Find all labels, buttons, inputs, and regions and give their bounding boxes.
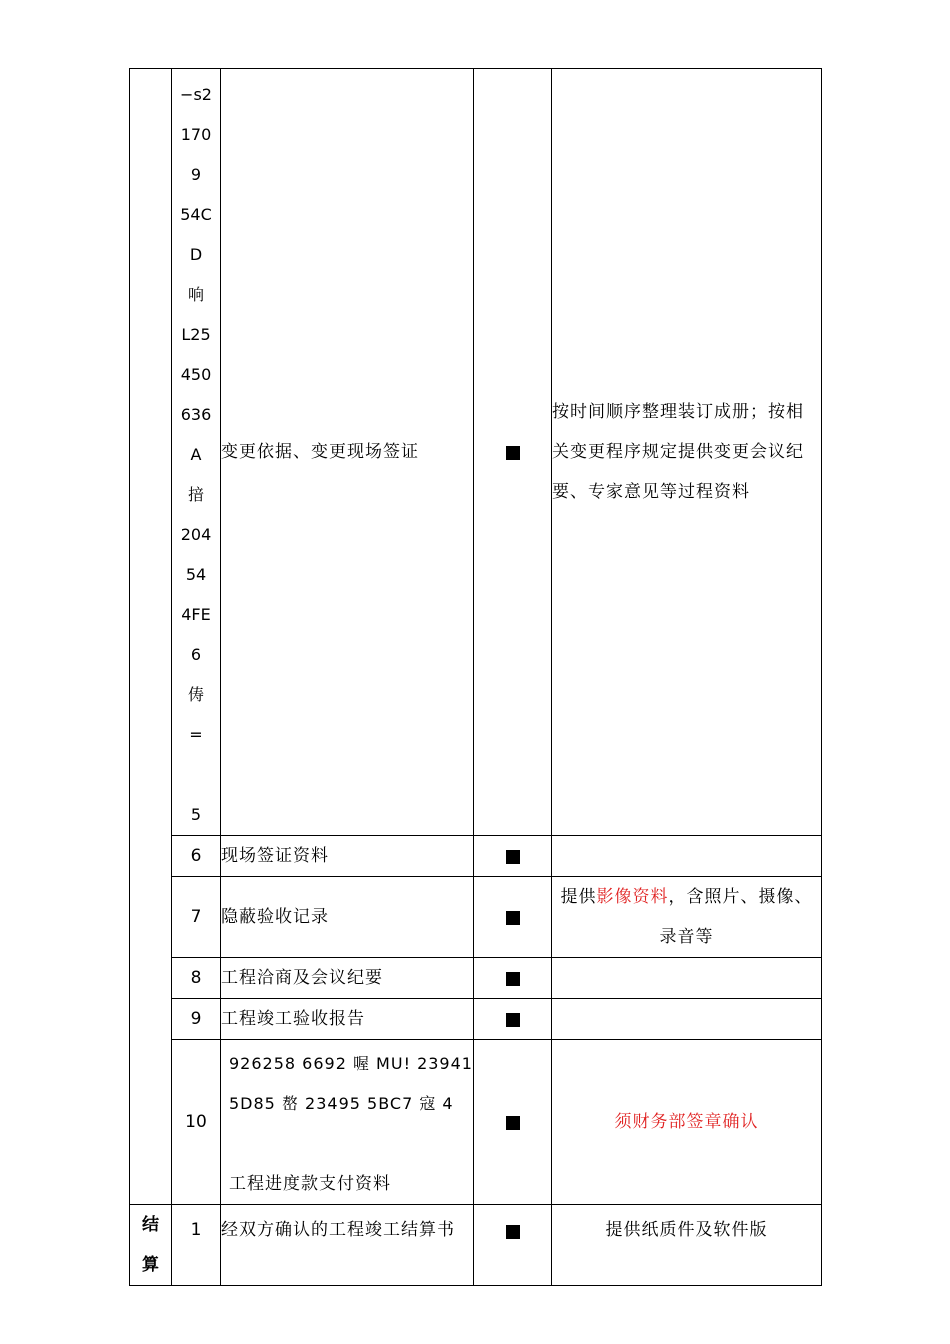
- table-row: [130, 836, 822, 877]
- row-number: [172, 1205, 221, 1286]
- checkbox-mark: [474, 999, 552, 1040]
- row-number: 7: [172, 877, 221, 958]
- checkbox-mark: [474, 877, 552, 958]
- code-line: 响: [187, 285, 204, 304]
- code-line: 俦: [187, 685, 204, 704]
- item-description: 隐蔽验收记录: [221, 877, 474, 958]
- filled-square-icon: [506, 1013, 520, 1027]
- filled-square-icon: [506, 911, 520, 925]
- row-number: 8: [172, 958, 221, 999]
- item-note-empty: [552, 999, 822, 1040]
- section-label-text: 结算: [142, 1215, 159, 1275]
- code-line: 170: [180, 125, 212, 144]
- code-line: D: [189, 245, 203, 264]
- checkbox-mark: [474, 69, 552, 836]
- code-line: 揞: [187, 485, 204, 504]
- code-line: 450: [180, 365, 212, 384]
- filled-square-icon: [506, 446, 520, 460]
- table-row: [130, 69, 822, 836]
- item-description: [221, 1040, 474, 1205]
- desc-line: 工程进度款支付资料: [229, 1174, 391, 1194]
- item-description: 经双方确认的工程竣工结算书: [221, 1205, 474, 1286]
- filled-square-icon: [506, 972, 520, 986]
- item-note: 按时间顺序整理装订成册；按相关变更程序规定提供变更会议纪要、专家意见等过程资料: [552, 69, 822, 836]
- item-note: 提供纸质件及软件版: [552, 1205, 822, 1286]
- desc-line: 5D85 嶅 23495 5BC7 寇 4: [229, 1094, 454, 1113]
- row-number: 9: [172, 999, 221, 1040]
- row-number: 6: [172, 836, 221, 877]
- filled-square-icon: [506, 1225, 520, 1239]
- item-description: 工程洽商及会议纪要: [221, 958, 474, 999]
- item-description: 工程竣工验收报告: [221, 999, 474, 1040]
- filled-square-icon: [506, 850, 520, 864]
- blank-line: [229, 1124, 473, 1164]
- item-note: [552, 877, 822, 958]
- code-line: 54: [185, 565, 207, 584]
- code-line: 636: [180, 405, 212, 424]
- code-stack: [172, 69, 220, 835]
- code-line: 6: [190, 645, 202, 664]
- row-number-text: 1: [190, 1220, 202, 1240]
- item-description: 变更依据、变更现场签证: [221, 69, 474, 836]
- item-note: 须财务部签章确认: [552, 1040, 822, 1205]
- code-line: 9: [190, 165, 202, 184]
- checkbox-mark: [474, 1040, 552, 1205]
- table-row: [130, 877, 822, 958]
- table-row: [130, 999, 822, 1040]
- table-row: [130, 1040, 822, 1205]
- checkbox-mark: [474, 958, 552, 999]
- row-number: 10: [172, 1040, 221, 1205]
- section-label: [130, 1205, 172, 1286]
- code-line: A: [190, 445, 202, 464]
- code-line: 204: [180, 525, 212, 544]
- note-highlight: 影像资料: [596, 887, 669, 907]
- note-text: ，含照片、摄像、录音等: [659, 887, 813, 947]
- document-table: [129, 68, 822, 1286]
- note-text: 提供: [560, 887, 597, 907]
- item-note-empty: [552, 836, 822, 877]
- code-line: 4FE: [181, 605, 211, 624]
- code-line: −s2: [180, 85, 212, 104]
- code-line: =: [189, 725, 203, 744]
- filled-square-icon: [506, 1116, 520, 1130]
- item-description: 现场签证资料: [221, 836, 474, 877]
- item-note-empty: [552, 958, 822, 999]
- desc-line: 926258 6692 喔 MU! 23941: [229, 1054, 473, 1073]
- checkbox-mark: [474, 1205, 552, 1286]
- checkbox-mark: [474, 836, 552, 877]
- code-line: 54C: [180, 205, 212, 224]
- table-row: [130, 958, 822, 999]
- code-line: 5: [190, 805, 202, 824]
- code-line: L25: [181, 325, 211, 344]
- section-cell-empty: [130, 69, 172, 1205]
- table-row: [130, 1205, 822, 1286]
- row-number-cell: [172, 69, 221, 836]
